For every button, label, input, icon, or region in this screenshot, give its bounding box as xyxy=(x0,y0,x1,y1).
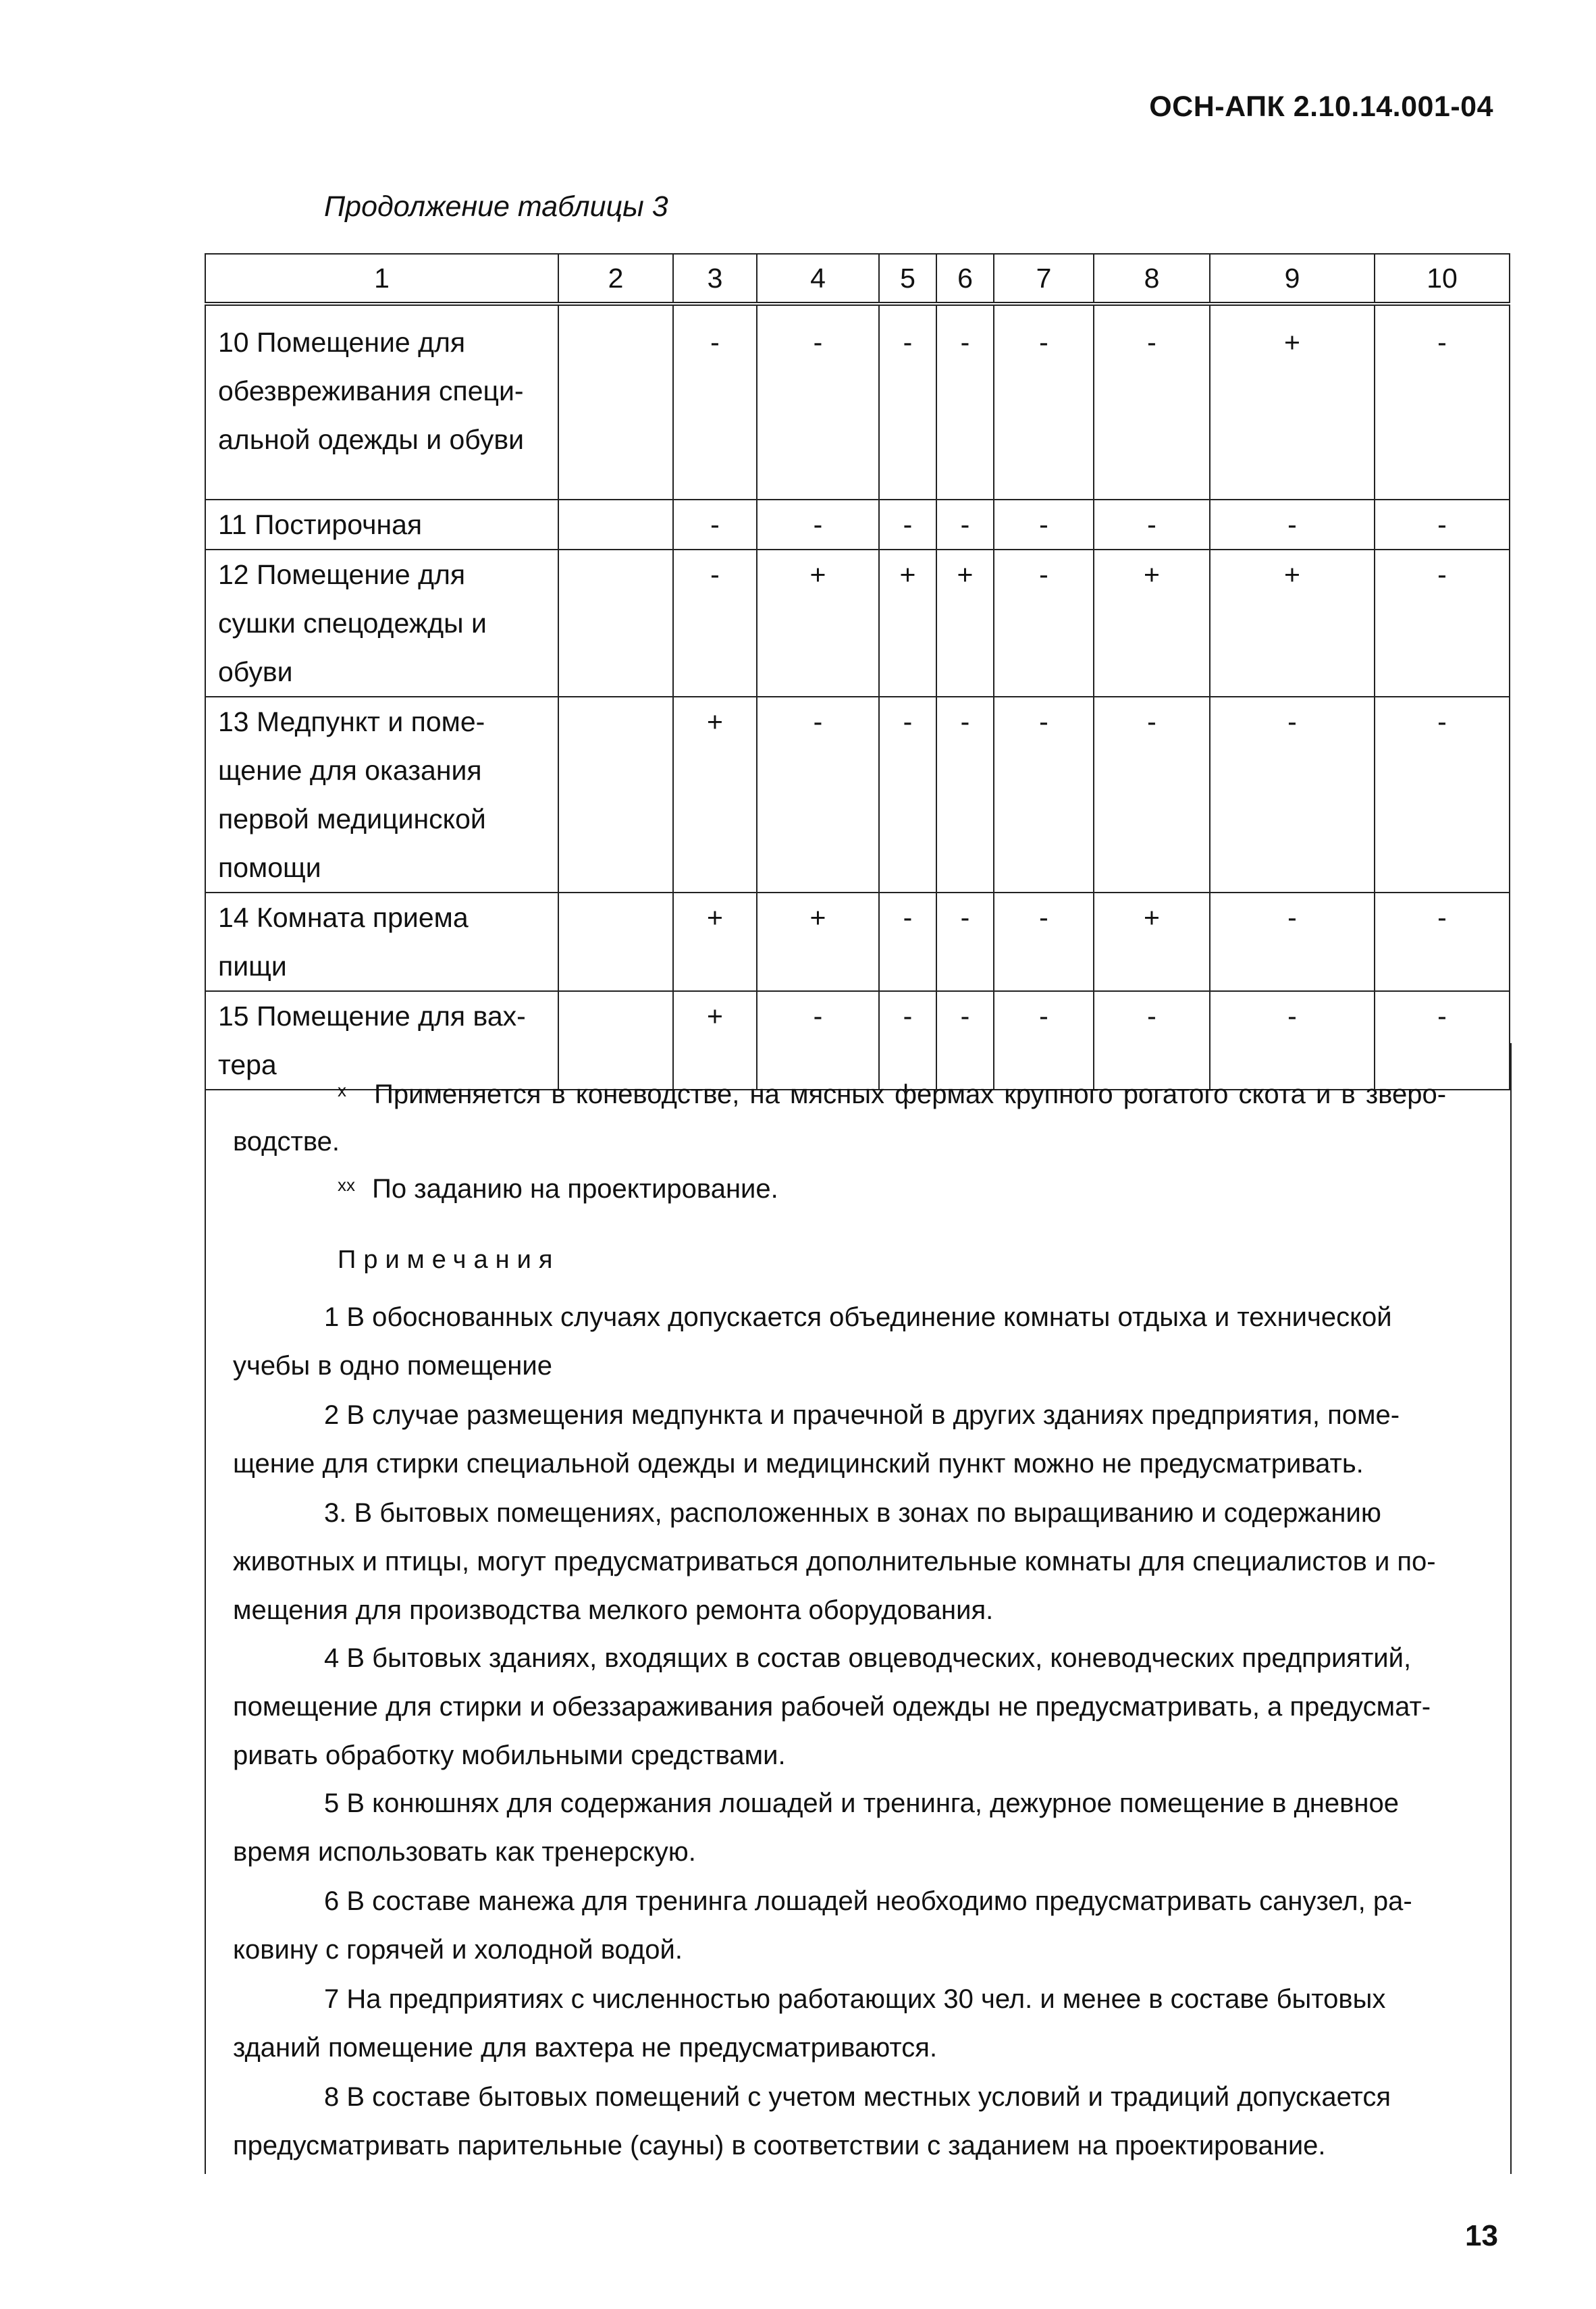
note-item: 2 В случае размещения медпункта и прачечной в других зданиях предприятия, поме- щение для стирки специальной одежды и медицинский пункт можно не предусматривать. xyxy=(233,1400,1400,1479)
table-cell xyxy=(558,893,673,991)
table-cell: + xyxy=(673,893,757,991)
table-cell: - xyxy=(1375,304,1510,500)
table-cell: - xyxy=(936,304,994,500)
table-row xyxy=(205,893,1510,991)
table-cell: - xyxy=(1375,500,1510,550)
footnote-2 xyxy=(338,1165,778,1213)
table-cell: - xyxy=(757,304,879,500)
note-item: 8 В составе бытовых помещений с учетом местных условий и традиций допускается предусматривать парительные (сауны) в соответствии с заданием на проектирование. xyxy=(233,2082,1391,2160)
table-cell: + xyxy=(879,550,936,697)
column-header: 7 xyxy=(994,254,1094,304)
table-cell: + xyxy=(673,991,757,1090)
column-header: 2 xyxy=(558,254,673,304)
table-row xyxy=(205,500,1510,550)
table-header-row xyxy=(205,254,1510,304)
table-cell: - xyxy=(936,893,994,991)
table-cell: - xyxy=(879,991,936,1090)
table-cell: + xyxy=(1210,304,1375,500)
table-cell: - xyxy=(936,991,994,1090)
table-cell: + xyxy=(757,550,879,697)
table-cell: - xyxy=(757,500,879,550)
table-cell: - xyxy=(757,991,879,1090)
table-cell: + xyxy=(1094,893,1210,991)
table-cell: - xyxy=(673,500,757,550)
note-item: 5 В конюшнях для содержания лошадей и тренинга, дежурное помещение в дневное время использовать как тренерскую. xyxy=(233,1788,1399,1867)
row-label: 11 Постирочная xyxy=(205,500,558,550)
table-row xyxy=(205,697,1510,893)
footnote-1 xyxy=(338,1070,1491,1119)
footnote-1-text: Применяется в коневодстве, на мясных фермах крупного рогатого скота и в зверо- xyxy=(374,1080,1447,1109)
column-header: 5 xyxy=(879,254,936,304)
footnote-2-text: По заданию на проектирование. xyxy=(372,1174,778,1204)
requirements-table xyxy=(205,253,1510,1090)
table-cell: + xyxy=(673,697,757,893)
table-cell: - xyxy=(1094,991,1210,1090)
table-cell: - xyxy=(994,550,1094,697)
page-number: 13 xyxy=(1465,2219,1498,2252)
table-cell: + xyxy=(757,893,879,991)
footnote-1-mark: х xyxy=(338,1080,346,1100)
footnote-2-mark: хх xyxy=(338,1175,355,1195)
row-label: 15 Помещение для вах- тера xyxy=(205,991,558,1090)
table-cell xyxy=(558,550,673,697)
table-cell: + xyxy=(1210,550,1375,697)
table-cell: - xyxy=(936,697,994,893)
note-item: 6 В составе манежа для тренинга лошадей необходимо предусматривать санузел, ра- ковину с горячей и холодной водой. xyxy=(233,1886,1412,1965)
row-label: 14 Комната приема пищи xyxy=(205,893,558,991)
table-cell: - xyxy=(994,893,1094,991)
note-item: 3. В бытовых помещениях, расположенных в зонах по выращиванию и содержанию животных и птицы, могут предусматриваться дополнительные комнаты для специалистов и по- мещения для производства мелкого ремонта оборудования. xyxy=(233,1498,1436,1625)
table-cell xyxy=(558,304,673,500)
row-label: 13 Медпункт и поме- щение для оказания первой медицинской помощи xyxy=(205,697,558,893)
table-cell: - xyxy=(994,304,1094,500)
table-cell: - xyxy=(879,500,936,550)
table-cell: - xyxy=(1094,697,1210,893)
table-cell xyxy=(558,500,673,550)
row-label: 12 Помещение для сушки спецодежды и обуви xyxy=(205,550,558,697)
table-cell: - xyxy=(1375,697,1510,893)
table-row xyxy=(205,304,1510,500)
table-cell: - xyxy=(879,697,936,893)
table-cell: - xyxy=(673,304,757,500)
note-item: 1 В обоснованных случаях допускается объединение комнаты отдыха и технической учебы в одно помещение xyxy=(233,1302,1392,1381)
column-header: 8 xyxy=(1094,254,1210,304)
table-continuation-caption: Продолжение таблицы 3 xyxy=(324,190,668,223)
table-cell: - xyxy=(879,304,936,500)
table-cell: - xyxy=(1210,991,1375,1090)
row-label: 10 Помещение для обезвреживания специ- альной одежды и обуви xyxy=(205,304,558,500)
column-header: 6 xyxy=(936,254,994,304)
table-row xyxy=(205,550,1510,697)
table-cell xyxy=(558,697,673,893)
table-cell: - xyxy=(879,893,936,991)
document-code: ОСН-АПК 2.10.14.001-04 xyxy=(1149,90,1493,123)
table-cell: + xyxy=(936,550,994,697)
note-item: 7 На предприятиях с численностью работающих 30 чел. и менее в составе бытовых зданий помещение для вахтера не предусматриваются. xyxy=(233,1984,1386,2063)
table-cell: - xyxy=(994,991,1094,1090)
footnote-1-continuation: водстве. xyxy=(233,1127,340,1157)
notes-heading: Примечания xyxy=(338,1246,560,1274)
table-cell: - xyxy=(936,500,994,550)
table-cell: - xyxy=(673,550,757,697)
table-cell: - xyxy=(1210,500,1375,550)
column-header: 4 xyxy=(757,254,879,304)
notes-section xyxy=(205,1043,1512,2174)
table-cell: + xyxy=(1094,550,1210,697)
table-cell: - xyxy=(1210,697,1375,893)
column-header: 10 xyxy=(1375,254,1510,304)
table-cell: - xyxy=(994,500,1094,550)
column-header: 3 xyxy=(673,254,757,304)
table-cell: - xyxy=(1094,304,1210,500)
column-header: 9 xyxy=(1210,254,1375,304)
table-cell: - xyxy=(1094,500,1210,550)
table-cell: - xyxy=(1210,893,1375,991)
table-cell: - xyxy=(1375,893,1510,991)
table-cell: - xyxy=(757,697,879,893)
note-item: 4 В бытовых зданиях, входящих в состав овцеводческих, коневодческих предприятий, помещение для стирки и обеззараживания рабочей одежды не предусматривать, а предусмат- ривать обработку мобильными средствами. xyxy=(233,1643,1431,1770)
column-header: 1 xyxy=(205,254,558,304)
table-cell: - xyxy=(1375,550,1510,697)
table-cell: - xyxy=(994,697,1094,893)
table-cell: - xyxy=(1375,991,1510,1090)
